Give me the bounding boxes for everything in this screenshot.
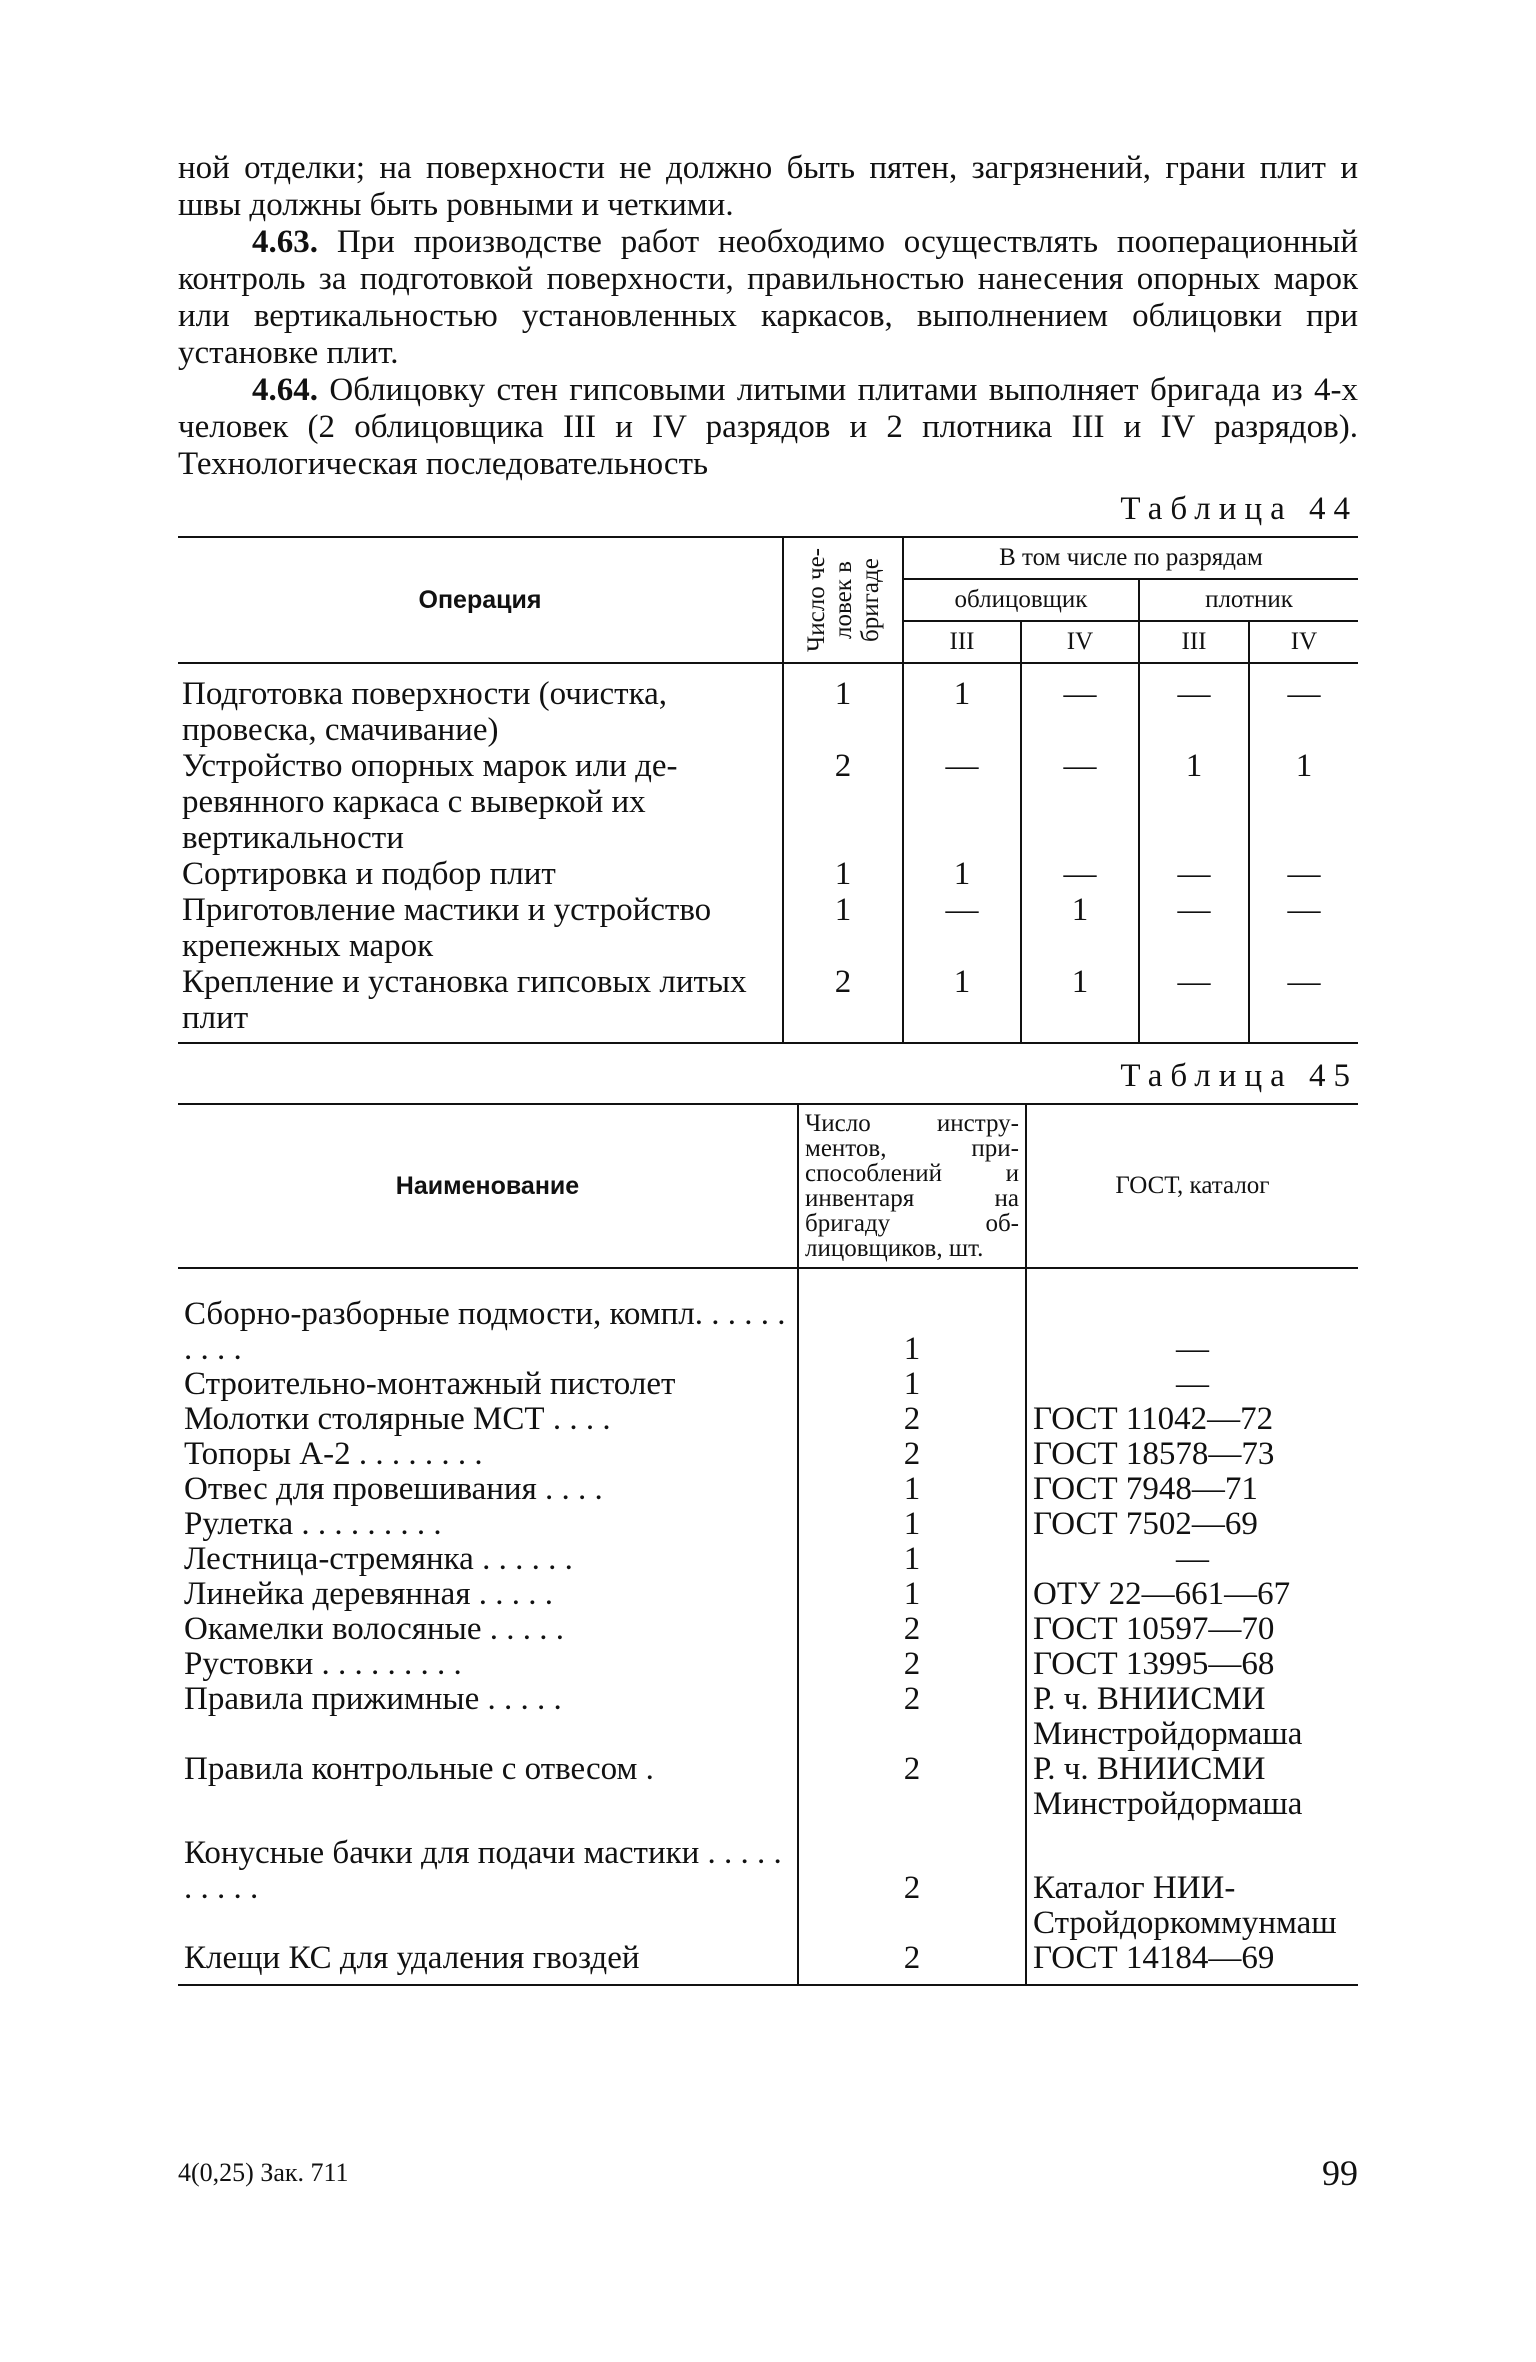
people-cell: 2	[783, 748, 903, 856]
header-gost: ГОСТ, каталог	[1026, 1104, 1358, 1268]
table-row	[178, 663, 1358, 748]
count-cell: 2	[798, 1647, 1026, 1682]
gost-cell: —	[1026, 1542, 1358, 1577]
table-row	[178, 1367, 1358, 1402]
header-people-text: Число че- ловек в бригаде	[802, 548, 884, 652]
count-cell: 2	[798, 1752, 1026, 1822]
table-44	[178, 536, 1358, 1044]
table-row	[178, 1268, 1358, 1367]
name-cell: Правила прижимные . . . . .	[184, 1681, 562, 1717]
grade-cell: —	[1021, 748, 1139, 856]
table-row	[178, 1941, 1358, 1985]
header-by-grade: В том числе по разрядам	[903, 537, 1358, 579]
table-row	[178, 1647, 1358, 1682]
page-number: 99	[1322, 2153, 1358, 2193]
name-cell: Клещи КС для удаления гвоздей	[184, 1940, 640, 1976]
name-cell: Рустовки . . . . . . . . .	[184, 1646, 462, 1682]
table-row	[178, 1822, 1358, 1941]
gost-cell: —	[1026, 1367, 1358, 1402]
name-cell: Окамелки волосяные . . . . .	[184, 1611, 564, 1647]
table-row	[178, 748, 1358, 856]
grade-cell: —	[1249, 856, 1358, 892]
header-people-count	[783, 537, 903, 663]
header-name: Наименование	[178, 1104, 798, 1268]
header-operation: Операция	[178, 537, 783, 663]
grade-cell: 1	[903, 663, 1021, 748]
count-cell: 1	[798, 1577, 1026, 1612]
clause-number: 4.63.	[252, 224, 318, 260]
table-row	[178, 1682, 1358, 1752]
name-cell: Линейка деревянная . . . . .	[184, 1576, 553, 1612]
paragraph-4-63	[178, 224, 1358, 372]
operation-cell: Сортировка и подбор плит	[182, 856, 556, 892]
grade-cell: —	[1139, 892, 1249, 964]
count-cell: 2	[798, 1682, 1026, 1752]
header-grade-3: III	[1139, 621, 1249, 663]
count-cell: 2	[798, 1437, 1026, 1472]
grade-cell: 1	[903, 856, 1021, 892]
gost-cell: ГОСТ 10597—70	[1026, 1612, 1358, 1647]
count-cell: 2	[798, 1402, 1026, 1437]
page	[178, 150, 1358, 1986]
paragraph-continuation: ной отделки; на поверхности не должно быть пятен, загрязнений, грани плит и швы должны быть ровными и четкими.	[178, 150, 1358, 223]
clause-text: При производстве работ необходимо осуществлять пооперационный контроль за подготовкой поверхности, правильностью нанесения опорных марок или вертикальностью установленных каркасов, выполнением облицовки при установке плит.	[178, 224, 1358, 371]
table-row	[178, 1542, 1358, 1577]
operation-cell: Приготовление мастики и устройство крепежных марок	[182, 892, 712, 964]
clause-text: Облицовку стен гипсовыми литыми плитами выполняет бригада из 4-х человек (2 облицовщика III и IV разрядов и 2 плотника III и IV разрядов). Технологическая последовательность	[178, 372, 1358, 482]
table-44-caption: Таблица 44	[1120, 491, 1358, 527]
table-row	[178, 964, 1358, 1043]
operation-cell: Подготовка поверхности (очистка, провеска, смачивание)	[182, 676, 667, 748]
count-cell: 1	[798, 1367, 1026, 1402]
name-cell: Лестница-стремянка . . . . . .	[184, 1541, 573, 1577]
print-info: 4(0,25) Зак. 711	[178, 2158, 349, 2187]
table-row	[178, 892, 1358, 964]
grade-cell: —	[1139, 856, 1249, 892]
count-cell: 1	[798, 1472, 1026, 1507]
operation-cell: Устройство опорных марок или деревянного каркаса с выверкой их вертикальности	[182, 748, 678, 856]
grade-cell: —	[903, 748, 1021, 856]
people-cell: 1	[783, 892, 903, 964]
name-cell: Молотки столярные МСТ . . . .	[184, 1401, 611, 1437]
grade-cell: —	[1021, 663, 1139, 748]
count-cell: 2	[798, 1612, 1026, 1647]
grade-cell: 1	[1139, 748, 1249, 856]
table-row	[178, 1437, 1358, 1472]
grade-cell: 1	[1021, 892, 1139, 964]
gost-cell: Р. ч. ВНИИСМИ Минстройдормаша	[1026, 1682, 1358, 1752]
table-row	[178, 1472, 1358, 1507]
grade-cell: 1	[1249, 748, 1358, 856]
gost-cell: ОТУ 22—661—67	[1026, 1577, 1358, 1612]
table-45	[178, 1103, 1358, 1986]
header-facer: облицовщик	[903, 579, 1139, 621]
table-row	[178, 856, 1358, 892]
header-grade-4: IV	[1249, 621, 1358, 663]
gost-cell: ГОСТ 7948—71	[1026, 1472, 1358, 1507]
name-cell: Конусные бачки для подачи мастики . . . . . . . . . .	[184, 1835, 782, 1906]
gost-cell: ГОСТ 14184—69	[1026, 1941, 1358, 1985]
grade-cell: —	[903, 892, 1021, 964]
name-cell: Строительно-монтажный пистолет	[184, 1366, 676, 1402]
grade-cell: —	[1249, 892, 1358, 964]
gost-cell: ГОСТ 18578—73	[1026, 1437, 1358, 1472]
table-row	[178, 1507, 1358, 1542]
gost-cell: ГОСТ 11042—72	[1026, 1402, 1358, 1437]
table-45-caption: Таблица 45	[1120, 1058, 1358, 1094]
gost-cell: Каталог НИИ-Стройдоркоммунмаш	[1026, 1822, 1358, 1941]
name-cell: Правила контрольные с отвесом .	[184, 1751, 654, 1787]
name-cell: Топоры А-2 . . . . . . . .	[184, 1436, 483, 1472]
header-grade-4: IV	[1021, 621, 1139, 663]
grade-cell: —	[1249, 663, 1358, 748]
header-carpenter: плотник	[1139, 579, 1358, 621]
count-cell: 1	[798, 1542, 1026, 1577]
table-row	[178, 1402, 1358, 1437]
table-row	[178, 1612, 1358, 1647]
header-count: Число инструментов, приспособлений и инвентаря на бригаду облицовщиков, шт.	[798, 1104, 1026, 1268]
grade-cell: —	[1249, 964, 1358, 1043]
name-cell: Сборно-разборные подмости, компл. . . . . . . . . .	[184, 1296, 786, 1367]
grade-cell: —	[1139, 663, 1249, 748]
people-cell: 1	[783, 663, 903, 748]
grade-cell: —	[1139, 964, 1249, 1043]
clause-number: 4.64.	[252, 372, 318, 408]
count-cell: 2	[798, 1941, 1026, 1985]
count-cell: 1	[798, 1268, 1026, 1367]
grade-cell: 1	[903, 964, 1021, 1043]
name-cell: Рулетка . . . . . . . . .	[184, 1506, 442, 1542]
people-cell: 2	[783, 964, 903, 1043]
operation-cell: Крепление и установка гипсовых литых плит	[182, 964, 747, 1036]
grade-cell: —	[1021, 856, 1139, 892]
count-cell: 2	[798, 1822, 1026, 1941]
gost-cell: ГОСТ 13995—68	[1026, 1647, 1358, 1682]
table-row	[178, 1752, 1358, 1822]
table-row	[178, 1577, 1358, 1612]
name-cell: Отвес для провешивания . . . .	[184, 1471, 603, 1507]
gost-cell: ГОСТ 7502—69	[1026, 1507, 1358, 1542]
people-cell: 1	[783, 856, 903, 892]
gost-cell: Р. ч. ВНИИСМИ Минстройдормаша	[1026, 1752, 1358, 1822]
header-grade-3: III	[903, 621, 1021, 663]
count-cell: 1	[798, 1507, 1026, 1542]
paragraph-4-64	[178, 372, 1358, 483]
gost-cell: —	[1026, 1268, 1358, 1367]
grade-cell: 1	[1021, 964, 1139, 1043]
